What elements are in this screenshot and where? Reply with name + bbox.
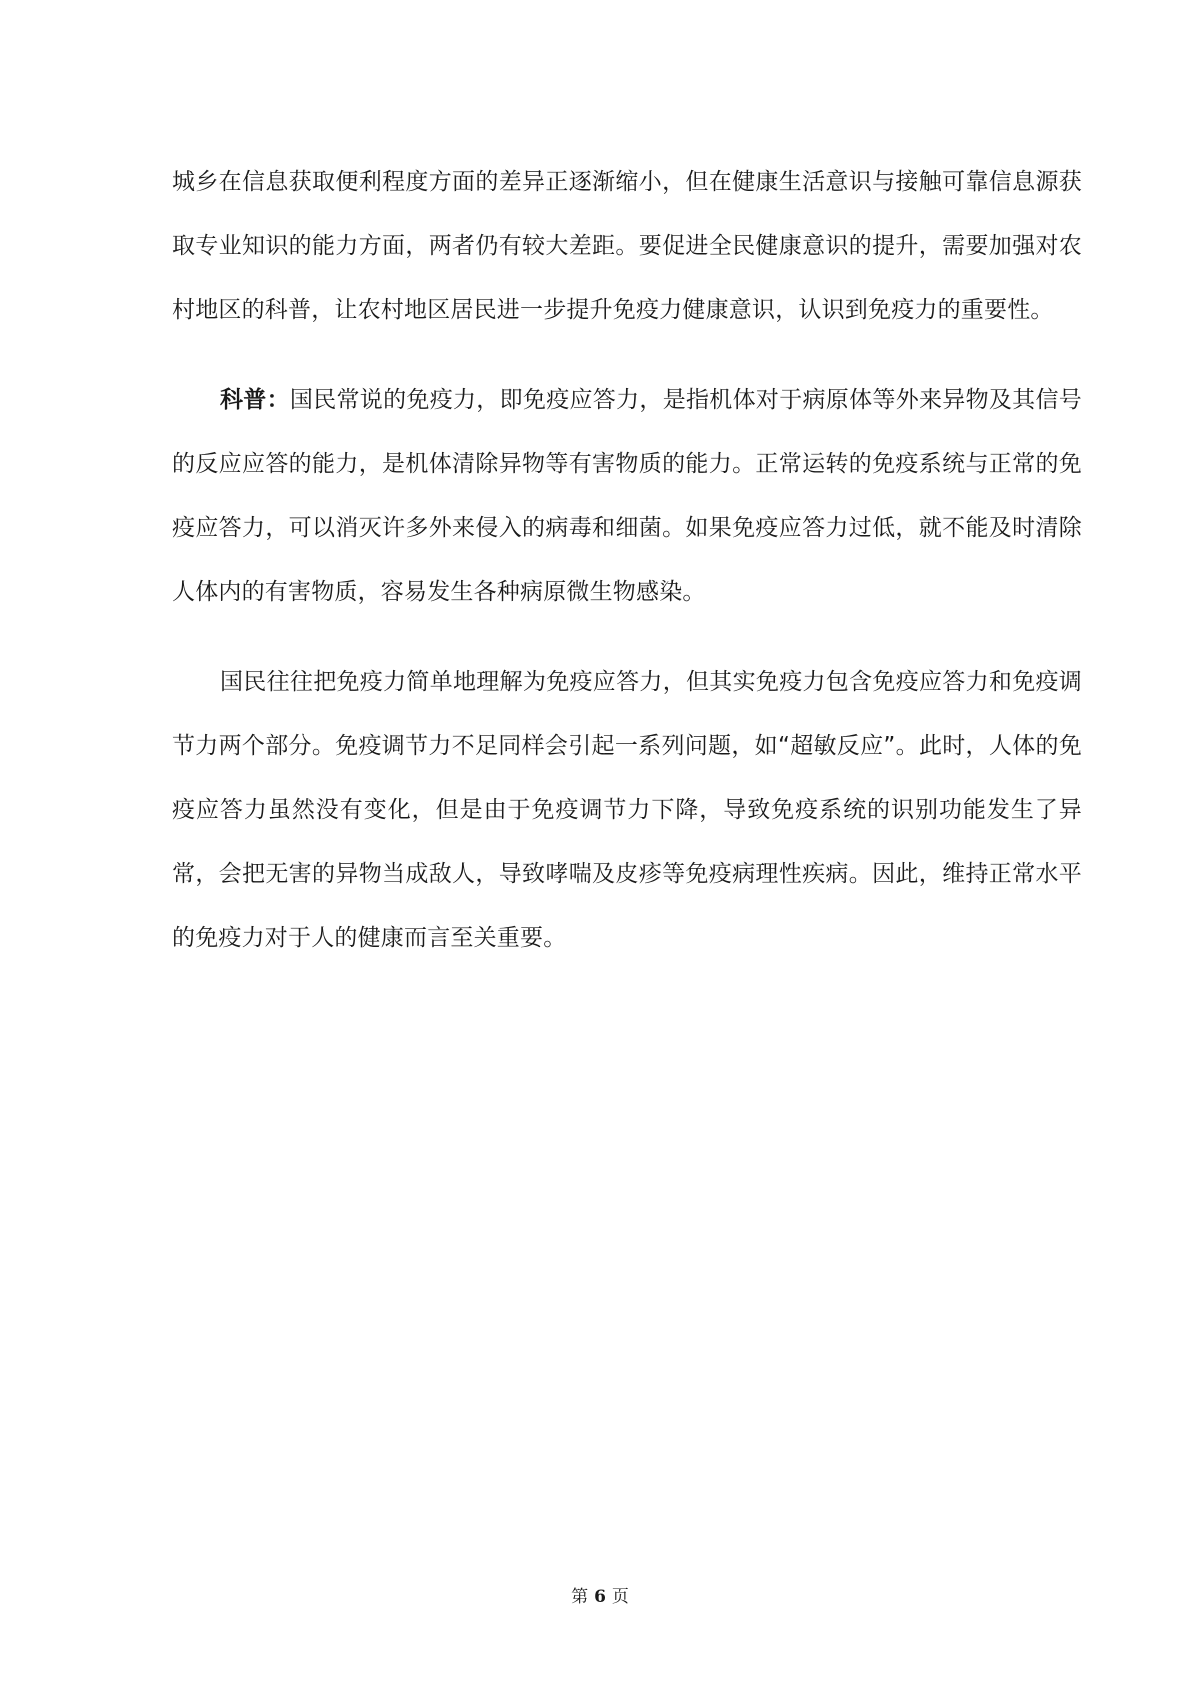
paragraph-urban-rural-gap: [172, 150, 1082, 342]
paragraph-science-popularization: [172, 368, 1082, 624]
paragraph-text: 国民常说的免疫力，即免疫应答力，是指机体对于病原体等外来异物及其信号的反应应答的能力，是机体清除异物等有害物质的能力。正常运转的免疫系统与正常的免疫应答力，可以消灭许多外来侵入的病毒和细菌。如果免疫应答力过低，就不能及时清除人体内的有害物质，容易发生各种病原微生物感染。: [172, 387, 1082, 605]
paragraph-lead-label: 科普：: [220, 387, 290, 413]
footer-suffix: 页: [611, 1587, 629, 1607]
footer-prefix: 第: [571, 1587, 589, 1607]
paragraph-text: 城乡在信息获取便利程度方面的差异正逐渐缩小，但在健康生活意识与接触可靠信息源获取专业知识的能力方面，两者仍有较大差距。要促进全民健康意识的提升，需要加强对农村地区的科普，让农村地区居民进一步提升免疫力健康意识，认识到免疫力的重要性。: [172, 169, 1082, 323]
document-body: [172, 150, 1082, 970]
paragraph-text: 国民往往把免疫力简单地理解为免疫应答力，但其实免疫力包含免疫应答力和免疫调节力两个部分。免疫调节力不足同样会引起一系列问题，如“超敏反应”。此时，人体的免疫应答力虽然没有变化，但是由于免疫调节力下降，导致免疫系统的识别功能发生了异常，会把无害的异物当成敌人，导致哮喘及皮疹等免疫病理性疾病。因此，维持正常水平的免疫力对于人的健康而言至关重要。: [172, 669, 1082, 951]
page-number: 6: [594, 1587, 606, 1607]
page-footer: [0, 1582, 1200, 1607]
paragraph-immune-regulation: [172, 650, 1082, 970]
